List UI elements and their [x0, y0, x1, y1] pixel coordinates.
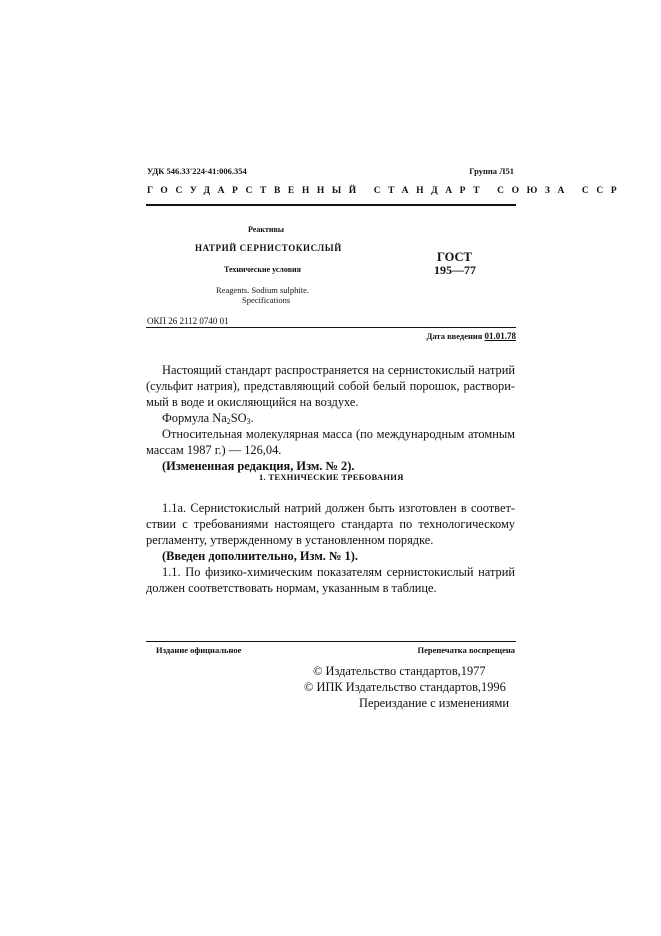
- section1-line: 1.1. По физико-химическим показателям сернистокислый натрий: [162, 565, 515, 579]
- effective-date: [427, 331, 516, 341]
- gost-label: ГОСТ: [437, 250, 472, 264]
- section-heading: 1. ТЕХНИЧЕСКИЕ ТРЕБОВАНИЯ: [259, 472, 404, 482]
- section1-paragraph: [146, 500, 515, 596]
- amendment-note: (Измененная редакция, Изм. № 2).: [162, 459, 355, 473]
- header-rule: [146, 204, 516, 206]
- gost-number: 195—77: [434, 263, 476, 277]
- copyright-1977: © Издательство стандартов,1977: [313, 664, 486, 678]
- section1-line: 1.1а. Сернистокислый натрий должен быть изготовлен в соответ-: [162, 501, 515, 515]
- udk-code: УДК 546.33'224-41:006.354: [147, 166, 247, 176]
- document-subtitle: Технические условия: [224, 265, 301, 274]
- intro-line: (сульфит натрия), представляющий собой белый порошок, раствори-: [146, 379, 515, 393]
- reissue-note: Переиздание с изменениями: [359, 696, 509, 710]
- copyright-1996: © ИПК Издательство стандартов,1996: [304, 680, 506, 694]
- intro-line: Настоящий стандарт распространяется на сернистокислый натрий: [162, 363, 515, 377]
- chemical-formula: Формула $Na_2SO_3$.: [162, 411, 254, 426]
- addition-note: (Введен дополнительно, Изм. № 1).: [162, 549, 358, 563]
- document-title: НАТРИЙ СЕРНИСТОКИСЛЫЙ: [195, 243, 342, 253]
- english-title-2: Specifications: [242, 295, 291, 305]
- section1-line: ствии с требованиями настоящего стандарта по технологическому: [146, 517, 515, 531]
- intro-paragraph: [146, 362, 515, 474]
- effective-date-value: 01.01.78: [484, 331, 516, 341]
- intro-line: мый в воде и окисляющийся на воздухе.: [146, 395, 359, 409]
- molar-mass-line: Относительная молекулярная масса (по международным атомным: [162, 427, 515, 441]
- category-label: Реактивы: [248, 225, 285, 234]
- footer-rule: [146, 641, 516, 642]
- okp-rule: [146, 327, 516, 328]
- section1-line: должен соответствовать нормам, указанным в таблице.: [146, 581, 437, 595]
- official-edition: Издание официальное: [156, 645, 242, 655]
- effective-date-label: Дата введения: [426, 331, 483, 341]
- okp-code: ОКП 26 2112 0740 01: [147, 316, 229, 326]
- english-title-1: Reagents. Sodium sulphite.: [216, 285, 310, 295]
- reprint-prohibited: Перепечатка воспрещена: [417, 645, 515, 655]
- section1-line: регламенту, утвержденному в установленном порядке.: [146, 533, 434, 547]
- molar-mass-line: массам 1987 г.) — 126,04.: [146, 443, 282, 457]
- group-code: Группа Л51: [469, 166, 514, 176]
- state-standard-title: ГОСУДАРСТВЕННЫЙ СТАНДАРТ СОЮЗА ССР: [147, 186, 625, 196]
